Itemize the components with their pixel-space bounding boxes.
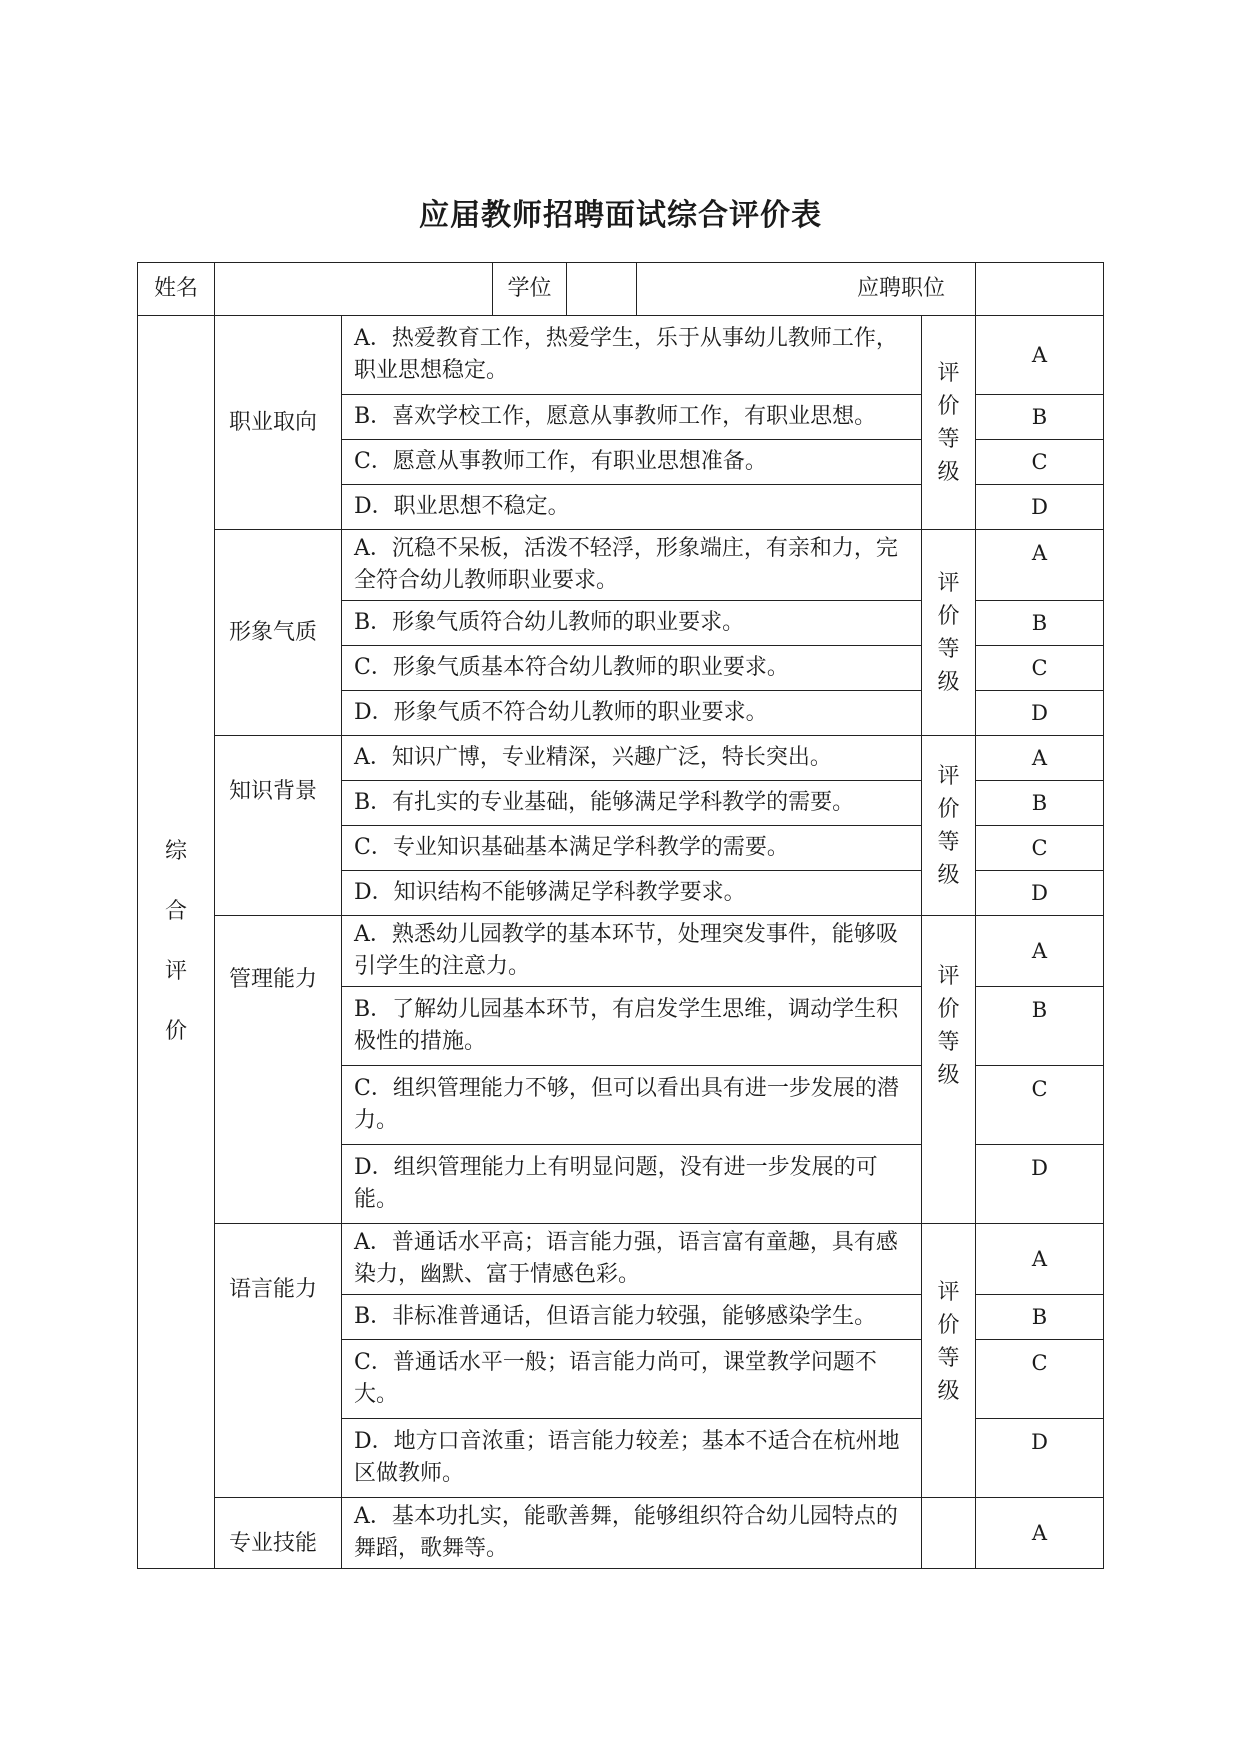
grade-cell-d[interactable]: D	[976, 1145, 1104, 1224]
degree-value-part[interactable]	[567, 263, 636, 315]
grade-cell-a[interactable]: A	[976, 530, 1104, 601]
page-title: 应届教师招聘面试综合评价表	[419, 198, 822, 233]
grade-cell-b[interactable]: B	[976, 1295, 1104, 1340]
option-description: B．喜欢学校工作，愿意从事教师工作，有职业思想。	[342, 395, 922, 440]
option-description: A．沉稳不呆板，活泼不轻浮，形象端庄，有亲和力，完全符合幼儿教师职业要求。	[342, 530, 922, 601]
section-6-row-a	[138, 1498, 1104, 1569]
option-description: A．热爱教育工作，热爱学生，乐于从事幼儿教师工作，职业思想稳定。	[342, 316, 922, 395]
criterion-professional-skills: 专业技能	[215, 1498, 342, 1569]
comprehensive-evaluation-label: 综 合 评 价	[138, 316, 215, 1569]
evaluation-table	[137, 262, 1104, 1569]
rating-level-label: 评 价 等 级	[922, 530, 976, 736]
section-4-row-a	[138, 916, 1104, 987]
section-2-row-a	[138, 530, 1104, 601]
name-field[interactable]	[215, 263, 637, 316]
option-description: C．愿意从事教师工作，有职业思想准备。	[342, 440, 922, 485]
grade-cell-a[interactable]: A	[976, 1498, 1104, 1569]
degree-label: 学位	[493, 263, 567, 315]
grade-cell-c[interactable]: C	[976, 826, 1104, 871]
grade-cell-b[interactable]: B	[976, 395, 1104, 440]
option-description: C．组织管理能力不够，但可以看出具有进一步发展的潜力。	[342, 1066, 922, 1145]
rating-level-label: 评 价 等 级	[922, 1224, 976, 1498]
rating-level-label: 评 价 等 级	[922, 316, 976, 530]
grade-cell-a[interactable]: A	[976, 916, 1104, 987]
grade-cell-b[interactable]: B	[976, 987, 1104, 1066]
grade-cell-d[interactable]: D	[976, 871, 1104, 916]
option-description: C．形象气质基本符合幼儿教师的职业要求。	[342, 646, 922, 691]
section-3-row-a	[138, 736, 1104, 781]
rating-level-empty	[922, 1498, 976, 1569]
criterion-language-ability: 语言能力	[215, 1224, 342, 1498]
option-description: B．非标准普通话，但语言能力较强，能够感染学生。	[342, 1295, 922, 1340]
option-description: A．知识广博，专业精深，兴趣广泛，特长突出。	[342, 736, 922, 781]
section-5-row-a	[138, 1224, 1104, 1295]
header-row	[138, 263, 1104, 316]
grade-cell-d[interactable]: D	[976, 1419, 1104, 1498]
criterion-management-ability: 管理能力	[215, 916, 342, 1224]
degree-value[interactable]	[637, 263, 975, 315]
grade-cell-a[interactable]: A	[976, 1224, 1104, 1295]
option-description: D．知识结构不能够满足学科教学要求。	[342, 871, 922, 916]
grade-cell-c[interactable]: C	[976, 1066, 1104, 1145]
grade-cell-b[interactable]: B	[976, 781, 1104, 826]
grade-cell-b[interactable]: B	[976, 601, 1104, 646]
option-description: C．专业知识基础基本满足学科教学的需要。	[342, 826, 922, 871]
position-value[interactable]	[976, 263, 1104, 316]
name-label: 姓名	[138, 263, 215, 316]
section-1-row-a	[138, 316, 1104, 395]
grade-cell-d[interactable]: D	[976, 691, 1104, 736]
option-description: D．形象气质不符合幼儿教师的职业要求。	[342, 691, 922, 736]
option-description: D．组织管理能力上有明显问题，没有进一步发展的可能。	[342, 1145, 922, 1224]
grade-cell-c[interactable]: C	[976, 440, 1104, 485]
position-label: 应聘职位	[856, 276, 945, 302]
option-description: A．熟悉幼儿园教学的基本环节，处理突发事件，能够吸引学生的注意力。	[342, 916, 922, 987]
rating-level-label: 评 价 等 级	[922, 736, 976, 916]
option-description: C．普通话水平一般；语言能力尚可，课堂教学问题不大。	[342, 1340, 922, 1419]
grade-cell-c[interactable]: C	[976, 1340, 1104, 1419]
grade-cell-a[interactable]: A	[976, 736, 1104, 781]
option-description: B．了解幼儿园基本环节，有启发学生思维，调动学生积极性的措施。	[342, 987, 922, 1066]
grade-cell-d[interactable]: D	[976, 485, 1104, 530]
degree-field[interactable]	[637, 263, 976, 316]
grade-cell-c[interactable]: C	[976, 646, 1104, 691]
criterion-knowledge-background: 知识背景	[215, 736, 342, 916]
option-description: D．职业思想不稳定。	[342, 485, 922, 530]
grade-cell-a[interactable]: A	[976, 316, 1104, 395]
criterion-image-temperament: 形象气质	[215, 530, 342, 736]
option-description: B．有扎实的专业基础，能够满足学科教学的需要。	[342, 781, 922, 826]
rating-level-label: 评 价 等 级	[922, 916, 976, 1224]
option-description: D．地方口音浓重；语言能力较差；基本不适合在杭州地区做教师。	[342, 1419, 922, 1498]
name-value[interactable]	[215, 263, 493, 315]
option-description: A．基本功扎实，能歌善舞，能够组织符合幼儿园特点的舞蹈，歌舞等。	[342, 1498, 922, 1569]
criterion-career-orientation: 职业取向	[215, 316, 342, 530]
option-description: A．普通话水平高；语言能力强，语言富有童趣，具有感染力，幽默、富于情感色彩。	[342, 1224, 922, 1295]
option-description: B．形象气质符合幼儿教师的职业要求。	[342, 601, 922, 646]
